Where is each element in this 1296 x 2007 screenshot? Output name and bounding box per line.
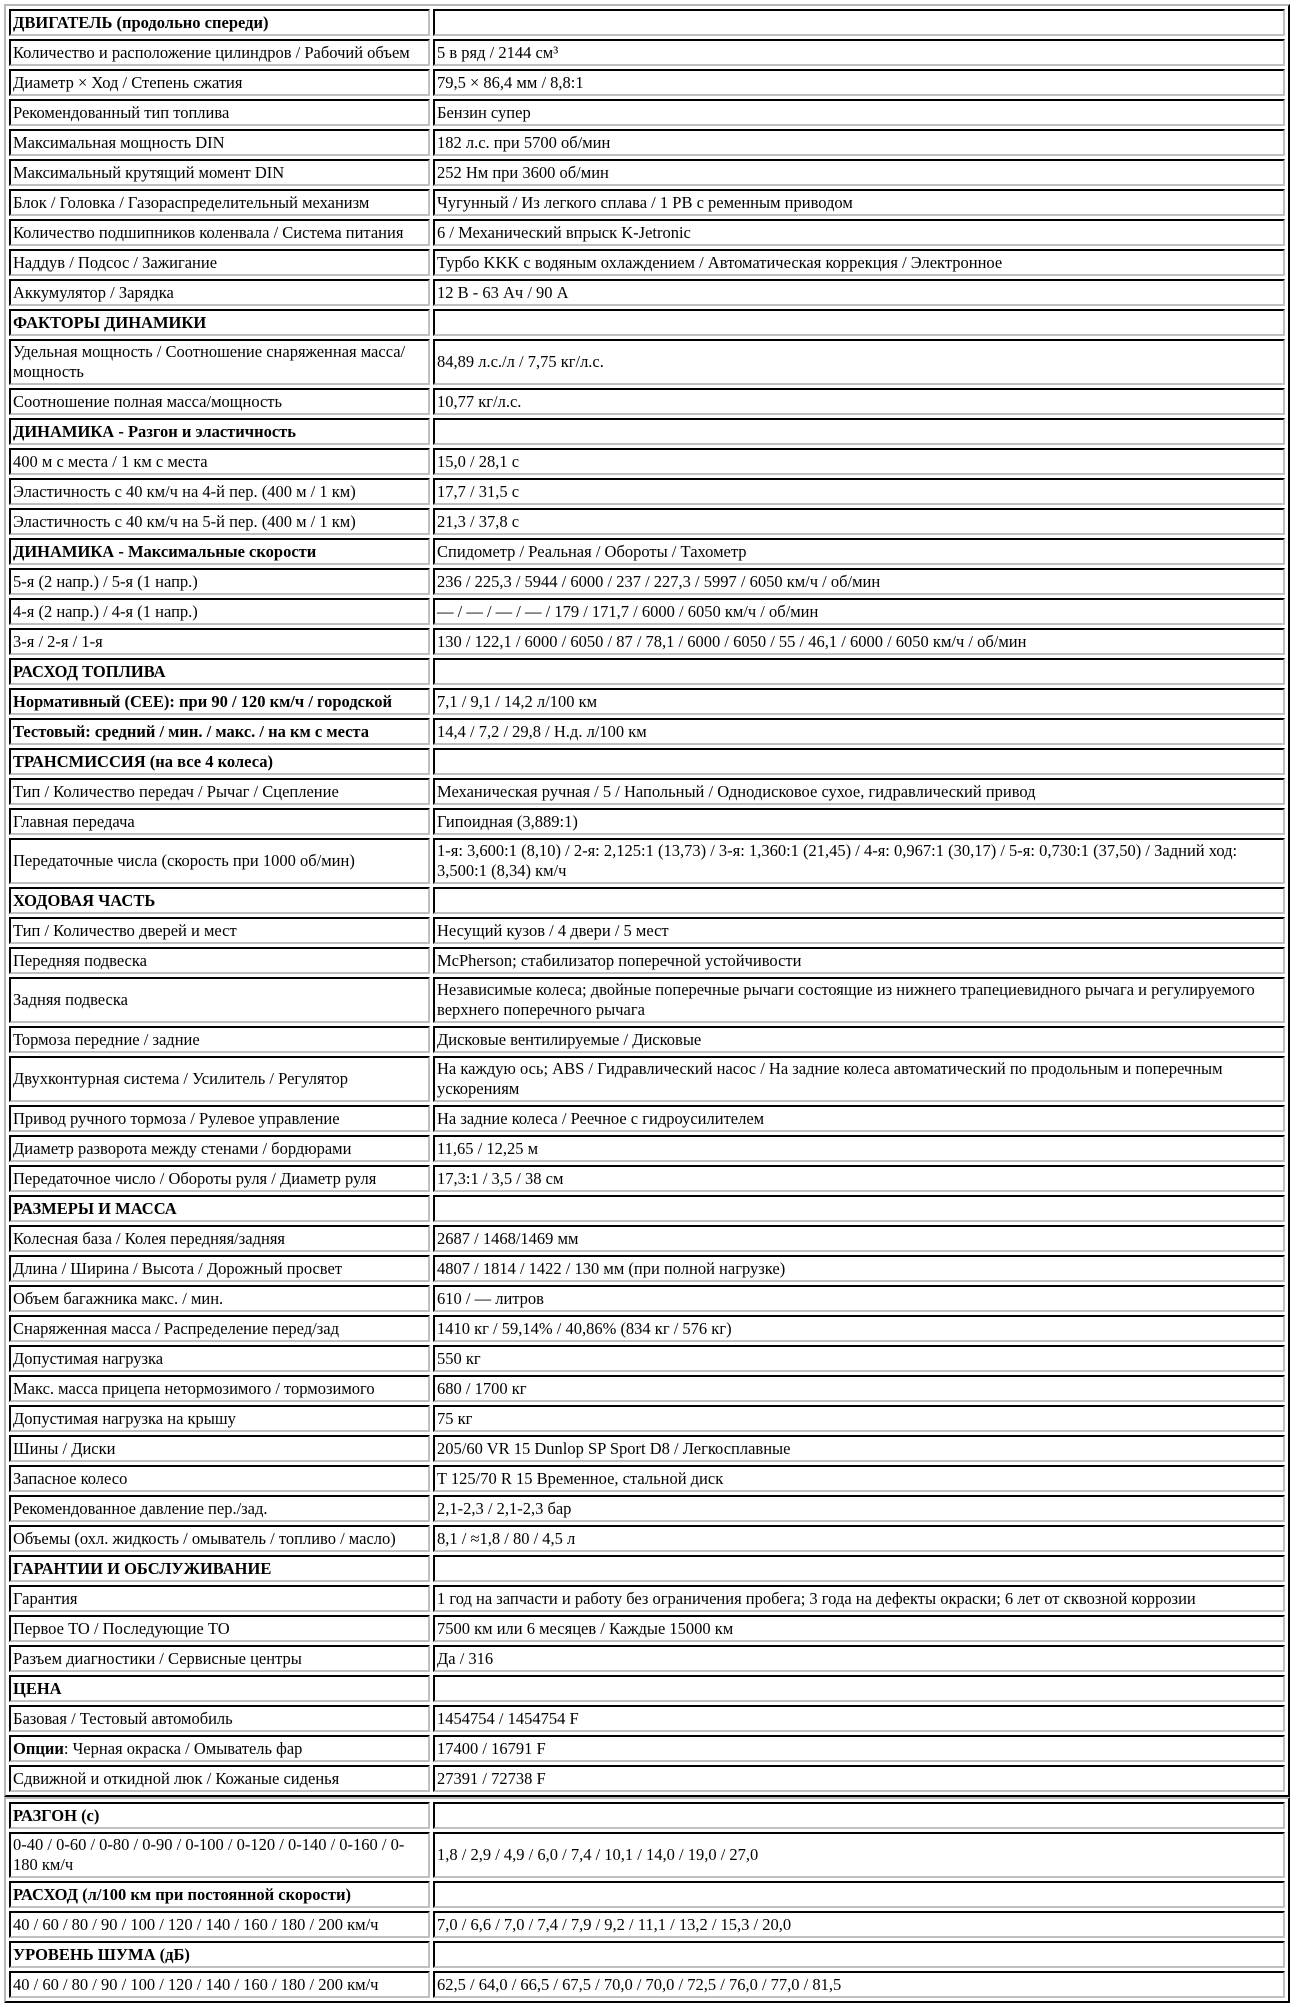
section-header-value xyxy=(433,418,1285,445)
row-value: На задние колеса / Реечное с гидроусилителем xyxy=(433,1105,1285,1132)
table-row xyxy=(9,838,1285,884)
row-value: Турбо KKK с водяным охлаждением / Автоматическая коррекция / Электронное xyxy=(433,249,1285,276)
table-row xyxy=(9,478,1285,505)
row-label: Передаточное число / Обороты руля / Диаметр руля xyxy=(9,1165,430,1192)
section-header-value xyxy=(433,1195,1285,1222)
table-row xyxy=(9,917,1285,944)
row-value: McPherson; стабилизатор поперечной устойчивости xyxy=(433,947,1285,974)
section-header-value xyxy=(433,309,1285,336)
table-row xyxy=(9,1255,1285,1282)
table-row xyxy=(9,339,1285,385)
row-label: Первое ТО / Последующие ТО xyxy=(9,1615,430,1642)
row-value: 10,77 кг/л.с. xyxy=(433,388,1285,415)
section-header-value: Спидометр / Реальная / Обороты / Тахометр xyxy=(433,538,1285,565)
section-header-row xyxy=(9,887,1285,914)
table-row xyxy=(9,1765,1285,1792)
row-label: Максимальный крутящий момент DIN xyxy=(9,159,430,186)
row-value: 1410 кг / 59,14% / 40,86% (834 кг / 576 кг) xyxy=(433,1315,1285,1342)
table-row xyxy=(9,1165,1285,1192)
row-value: 75 кг xyxy=(433,1405,1285,1432)
row-value: На каждую ось; ABS / Гидравлический насос / На задние колеса автоматический по продольным и поперечным ускорениям xyxy=(433,1056,1285,1102)
row-label: Шины / Диски xyxy=(9,1435,430,1462)
table-row xyxy=(9,1315,1285,1342)
table-row xyxy=(9,69,1285,96)
section-title: ГАРАНТИИ И ОБСЛУЖИВАНИЕ xyxy=(9,1555,430,1582)
row-value: 2,1-2,3 / 2,1-2,3 бар xyxy=(433,1495,1285,1522)
section-title: ХОДОВАЯ ЧАСТЬ xyxy=(9,887,430,914)
table-row xyxy=(9,508,1285,535)
table-row xyxy=(9,1375,1285,1402)
section-title: ЦЕНА xyxy=(9,1675,430,1702)
row-label xyxy=(9,1735,430,1762)
table-row xyxy=(9,718,1285,745)
table-row xyxy=(9,1405,1285,1432)
table-row xyxy=(9,1495,1285,1522)
row-value: Чугунный / Из легкого сплава / 1 РВ с ременным приводом xyxy=(433,189,1285,216)
row-label: Диаметр × Ход / Степень сжатия xyxy=(9,69,430,96)
section-header-value xyxy=(433,1675,1285,1702)
row-label: Эластичность с 40 км/ч на 5-й пер. (400 м / 1 км) xyxy=(9,508,430,535)
row-value: — / — / — / — / 179 / 171,7 / 6000 / 6050 км/ч / об/мин xyxy=(433,598,1285,625)
row-label: 3-я / 2-я / 1-я xyxy=(9,628,430,655)
section-header-row xyxy=(9,1941,1285,1968)
table-row xyxy=(9,1105,1285,1132)
row-value: T 125/70 R 15 Временное, стальной диск xyxy=(433,1465,1285,1492)
table-row xyxy=(9,39,1285,66)
row-label: Количество подшипников коленвала / Система питания xyxy=(9,219,430,246)
table-row xyxy=(9,159,1285,186)
row-value: 2687 / 1468/1469 мм xyxy=(433,1225,1285,1252)
section-header-value xyxy=(433,1802,1285,1829)
row-value: 21,3 / 37,8 с xyxy=(433,508,1285,535)
section-header-row xyxy=(9,658,1285,685)
table-row xyxy=(9,99,1285,126)
section-header-row xyxy=(9,1881,1285,1908)
row-label: Тип / Количество передач / Рычаг / Сцепление xyxy=(9,778,430,805)
section-header-value xyxy=(433,1881,1285,1908)
table-row xyxy=(9,778,1285,805)
section-title: РАЗГОН (с) xyxy=(9,1802,430,1829)
section-header-value xyxy=(433,9,1285,36)
row-value: 15,0 / 28,1 с xyxy=(433,448,1285,475)
section-header-row xyxy=(9,9,1285,36)
spec-table-supplementary xyxy=(4,1797,1290,2003)
section-header-row xyxy=(9,1802,1285,1829)
table-row xyxy=(9,249,1285,276)
row-label: 0-40 / 0-60 / 0-80 / 0-90 / 0-100 / 0-120 / 0-140 / 0-160 / 0-180 км/ч xyxy=(9,1832,430,1878)
row-label: Наддув / Подсос / Зажигание xyxy=(9,249,430,276)
row-label: Удельная мощность / Соотношение снаряженная масса/мощность xyxy=(9,339,430,385)
row-value: 1 год на запчасти и работу без ограничения пробега; 3 года на дефекты окраски; 6 лет от сквозной коррозии xyxy=(433,1585,1285,1612)
row-value: 1-я: 3,600:1 (8,10) / 2-я: 2,125:1 (13,73) / 3-я: 1,360:1 (21,45) / 4-я: 0,967:1 (30,17) / 5-я: 0,730:1 (37,50) / Задний ход: 3,500:1 (8,34) км/ч xyxy=(433,838,1285,884)
section-header-value xyxy=(433,1555,1285,1582)
row-value: 1454754 / 1454754 F xyxy=(433,1705,1285,1732)
table-row xyxy=(9,1971,1285,1998)
table-row xyxy=(9,688,1285,715)
section-title: ДИНАМИКА - Максимальные скорости xyxy=(9,538,430,565)
row-label: Колесная база / Колея передняя/задняя xyxy=(9,1225,430,1252)
row-label: Тип / Количество дверей и мест xyxy=(9,917,430,944)
row-label: Максимальная мощность DIN xyxy=(9,129,430,156)
table-row xyxy=(9,1615,1285,1642)
row-label: 5-я (2 напр.) / 5-я (1 напр.) xyxy=(9,568,430,595)
table-row xyxy=(9,977,1285,1023)
table-row xyxy=(9,1735,1285,1762)
row-value: 4807 / 1814 / 1422 / 130 мм (при полной нагрузке) xyxy=(433,1255,1285,1282)
table-row xyxy=(9,1465,1285,1492)
row-value: 205/60 VR 15 Dunlop SP Sport D8 / Легкосплавные xyxy=(433,1435,1285,1462)
row-value: 17400 / 16791 F xyxy=(433,1735,1285,1762)
row-label: Объем багажника макс. / мин. xyxy=(9,1285,430,1312)
row-value: Механическая ручная / 5 / Напольный / Однодисковое сухое, гидравлический привод xyxy=(433,778,1285,805)
row-label: Снаряженная масса / Распределение перед/зад xyxy=(9,1315,430,1342)
row-value: 1,8 / 2,9 / 4,9 / 6,0 / 7,4 / 10,1 / 14,0 / 19,0 / 27,0 xyxy=(433,1832,1285,1878)
section-header-row xyxy=(9,418,1285,445)
row-label: Аккумулятор / Зарядка xyxy=(9,279,430,306)
row-value: 236 / 225,3 / 5944 / 6000 / 237 / 227,3 / 5997 / 6050 км/ч / об/мин xyxy=(433,568,1285,595)
row-label: Допустимая нагрузка xyxy=(9,1345,430,1372)
row-value: 182 л.с. при 5700 об/мин xyxy=(433,129,1285,156)
row-value: 7500 км или 6 месяцев / Каждые 15000 км xyxy=(433,1615,1285,1642)
row-value: 84,89 л.с./л / 7,75 кг/л.с. xyxy=(433,339,1285,385)
section-header-row xyxy=(9,309,1285,336)
table-row xyxy=(9,1585,1285,1612)
row-value: 17,7 / 31,5 с xyxy=(433,478,1285,505)
row-value: 610 / — литров xyxy=(433,1285,1285,1312)
row-label: Гарантия xyxy=(9,1585,430,1612)
row-label: Разъем диагностики / Сервисные центры xyxy=(9,1645,430,1672)
table-row xyxy=(9,1345,1285,1372)
row-value: Гипоидная (3,889:1) xyxy=(433,808,1285,835)
row-label: Задняя подвеска xyxy=(9,977,430,1023)
table-row xyxy=(9,1435,1285,1462)
row-label: Эластичность с 40 км/ч на 4-й пер. (400 м / 1 км) xyxy=(9,478,430,505)
row-label: Сдвижной и откидной люк / Кожаные сиденья xyxy=(9,1765,430,1792)
row-label: Тормоза передние / задние xyxy=(9,1026,430,1053)
row-value: 17,3:1 / 3,5 / 38 см xyxy=(433,1165,1285,1192)
row-value: Да / 316 xyxy=(433,1645,1285,1672)
row-value: 11,65 / 12,25 м xyxy=(433,1135,1285,1162)
table-row xyxy=(9,598,1285,625)
table-row xyxy=(9,448,1285,475)
row-label: Соотношение полная масса/мощность xyxy=(9,388,430,415)
section-header-row xyxy=(9,1195,1285,1222)
row-label: Количество и расположение цилиндров / Рабочий объем xyxy=(9,39,430,66)
section-title: УРОВЕНЬ ШУМА (дБ) xyxy=(9,1941,430,1968)
table-row xyxy=(9,1832,1285,1878)
section-header-value xyxy=(433,658,1285,685)
row-label: Передаточные числа (скорость при 1000 об/мин) xyxy=(9,838,430,884)
table-row xyxy=(9,1285,1285,1312)
row-value: 680 / 1700 кг xyxy=(433,1375,1285,1402)
row-value: 7,0 / 6,6 / 7,0 / 7,4 / 7,9 / 9,2 / 11,1 / 13,2 / 15,3 / 20,0 xyxy=(433,1911,1285,1938)
section-header-row xyxy=(9,748,1285,775)
row-value: 14,4 / 7,2 / 29,8 / Н.д. л/100 км xyxy=(433,718,1285,745)
row-label: Нормативный (CEE): при 90 / 120 км/ч / городской xyxy=(9,688,430,715)
section-header-value xyxy=(433,887,1285,914)
row-value: 5 в ряд / 2144 см³ xyxy=(433,39,1285,66)
row-label-emphasis: Опции xyxy=(13,1738,64,1758)
table-row xyxy=(9,129,1285,156)
row-label-text: : Черная окраска / Омыватель фар xyxy=(63,1738,303,1758)
row-label: Макс. масса прицепа нетормозимого / тормозимого xyxy=(9,1375,430,1402)
row-label: 40 / 60 / 80 / 90 / 100 / 120 / 140 / 160 / 180 / 200 км/ч xyxy=(9,1911,430,1938)
row-label: Рекомендованное давление пер./зад. xyxy=(9,1495,430,1522)
row-value: Бензин супер xyxy=(433,99,1285,126)
row-label: 400 м с места / 1 км с места xyxy=(9,448,430,475)
table-row xyxy=(9,1645,1285,1672)
row-label: Блок / Головка / Газораспределительный механизм xyxy=(9,189,430,216)
row-label: Объемы (охл. жидкость / омыватель / топливо / масло) xyxy=(9,1525,430,1552)
row-label: Привод ручного тормоза / Рулевое управление xyxy=(9,1105,430,1132)
spec-table xyxy=(4,4,1290,1797)
table-row xyxy=(9,1911,1285,1938)
row-value: 12 В - 63 Ач / 90 А xyxy=(433,279,1285,306)
row-label: Тестовый: средний / мин. / макс. / на км с места xyxy=(9,718,430,745)
row-label: Передняя подвеска xyxy=(9,947,430,974)
row-value: 130 / 122,1 / 6000 / 6050 / 87 / 78,1 / 6000 / 6050 / 55 / 46,1 / 6000 / 6050 км/ч / об/мин xyxy=(433,628,1285,655)
row-label: Рекомендованный тип топлива xyxy=(9,99,430,126)
table-row xyxy=(9,1525,1285,1552)
section-header-value xyxy=(433,1941,1285,1968)
section-header-row xyxy=(9,1555,1285,1582)
table-row xyxy=(9,388,1285,415)
row-value: Дисковые вентилируемые / Дисковые xyxy=(433,1026,1285,1053)
section-title: ТРАНСМИССИЯ (на все 4 колеса) xyxy=(9,748,430,775)
row-value: 27391 / 72738 F xyxy=(433,1765,1285,1792)
row-label: 4-я (2 напр.) / 4-я (1 напр.) xyxy=(9,598,430,625)
section-header-row xyxy=(9,538,1285,565)
row-label: Запасное колесо xyxy=(9,1465,430,1492)
row-label: Длина / Ширина / Высота / Дорожный просвет xyxy=(9,1255,430,1282)
table-row xyxy=(9,189,1285,216)
row-label: 40 / 60 / 80 / 90 / 100 / 120 / 140 / 160 / 180 / 200 км/ч xyxy=(9,1971,430,1998)
section-title: РАЗМЕРЫ И МАССА xyxy=(9,1195,430,1222)
row-label: Базовая / Тестовый автомобиль xyxy=(9,1705,430,1732)
row-value: 252 Нм при 3600 об/мин xyxy=(433,159,1285,186)
table-row xyxy=(9,568,1285,595)
table-row xyxy=(9,1225,1285,1252)
section-title: ФАКТОРЫ ДИНАМИКИ xyxy=(9,309,430,336)
section-title: ДВИГАТЕЛЬ (продольно спереди) xyxy=(9,9,430,36)
row-label: Допустимая нагрузка на крышу xyxy=(9,1405,430,1432)
row-value: Независимые колеса; двойные поперечные рычаги состоящие из нижнего трапециевидного рычага и регулируемого верхнего поперечного рычага xyxy=(433,977,1285,1023)
table-row xyxy=(9,628,1285,655)
row-value: Несущий кузов / 4 двери / 5 мест xyxy=(433,917,1285,944)
row-value: 79,5 × 86,4 мм / 8,8:1 xyxy=(433,69,1285,96)
row-value: 550 кг xyxy=(433,1345,1285,1372)
table-row xyxy=(9,947,1285,974)
section-title: РАСХОД (л/100 км при постоянной скорости) xyxy=(9,1881,430,1908)
table-row xyxy=(9,1056,1285,1102)
table-row xyxy=(9,1135,1285,1162)
table-row xyxy=(9,219,1285,246)
table-row xyxy=(9,1026,1285,1053)
row-value: 6 / Механический впрыск K-Jetronic xyxy=(433,219,1285,246)
section-title: ДИНАМИКА - Разгон и эластичность xyxy=(9,418,430,445)
row-value: 7,1 / 9,1 / 14,2 л/100 км xyxy=(433,688,1285,715)
row-value: 8,1 / ≈1,8 / 80 / 4,5 л xyxy=(433,1525,1285,1552)
row-label: Диаметр разворота между стенами / бордюрами xyxy=(9,1135,430,1162)
row-label: Главная передача xyxy=(9,808,430,835)
section-header-row xyxy=(9,1675,1285,1702)
table-row xyxy=(9,279,1285,306)
row-value: 62,5 / 64,0 / 66,5 / 67,5 / 70,0 / 70,0 / 72,5 / 76,0 / 77,0 / 81,5 xyxy=(433,1971,1285,1998)
table-row xyxy=(9,808,1285,835)
section-title: РАСХОД ТОПЛИВА xyxy=(9,658,430,685)
section-header-value xyxy=(433,748,1285,775)
row-label: Двухконтурная система / Усилитель / Регулятор xyxy=(9,1056,430,1102)
table-row xyxy=(9,1705,1285,1732)
